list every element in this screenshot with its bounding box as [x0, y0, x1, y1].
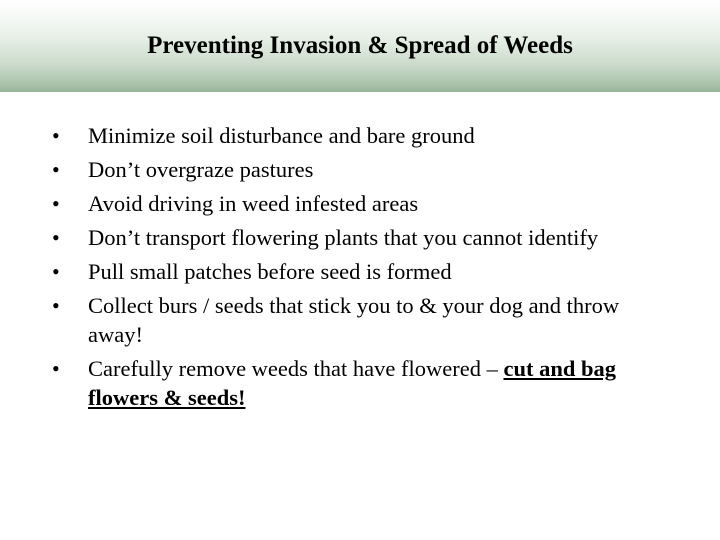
bullet-emphasis: cut and bag flowers & seeds! — [88, 356, 617, 410]
bullet-text: Don’t transport flowering plants that you cannot identify — [88, 225, 599, 250]
bullet-icon: • — [52, 225, 60, 250]
bullet-item — [52, 257, 652, 286]
bullet-text: Minimize soil disturbance and bare ground — [88, 123, 475, 148]
bullet-item — [52, 223, 652, 252]
bullet-item — [52, 189, 652, 218]
bullet-icon: • — [52, 293, 60, 318]
bullet-text: Carefully remove weeds that have flowered – — [88, 356, 504, 381]
bullet-text: Don’t overgraze pastures — [88, 157, 314, 182]
bullet-icon: • — [52, 157, 60, 182]
bullet-item — [52, 121, 652, 150]
bullet-item — [52, 291, 652, 349]
bullet-icon: • — [52, 356, 60, 381]
bullet-icon: • — [52, 191, 60, 216]
bullet-icon: • — [52, 259, 60, 284]
bullet-item — [52, 354, 652, 412]
bullet-text: Avoid driving in weed infested areas — [88, 191, 419, 216]
bullet-item — [52, 155, 652, 184]
slide-title: Preventing Invasion & Spread of Weeds — [147, 32, 573, 59]
bullet-icon: • — [52, 123, 60, 148]
bullet-text: Collect burs / seeds that stick you to & your dog and throw away! — [88, 293, 620, 347]
bullet-text: Pull small patches before seed is formed — [88, 259, 452, 284]
bullet-list — [52, 121, 652, 417]
